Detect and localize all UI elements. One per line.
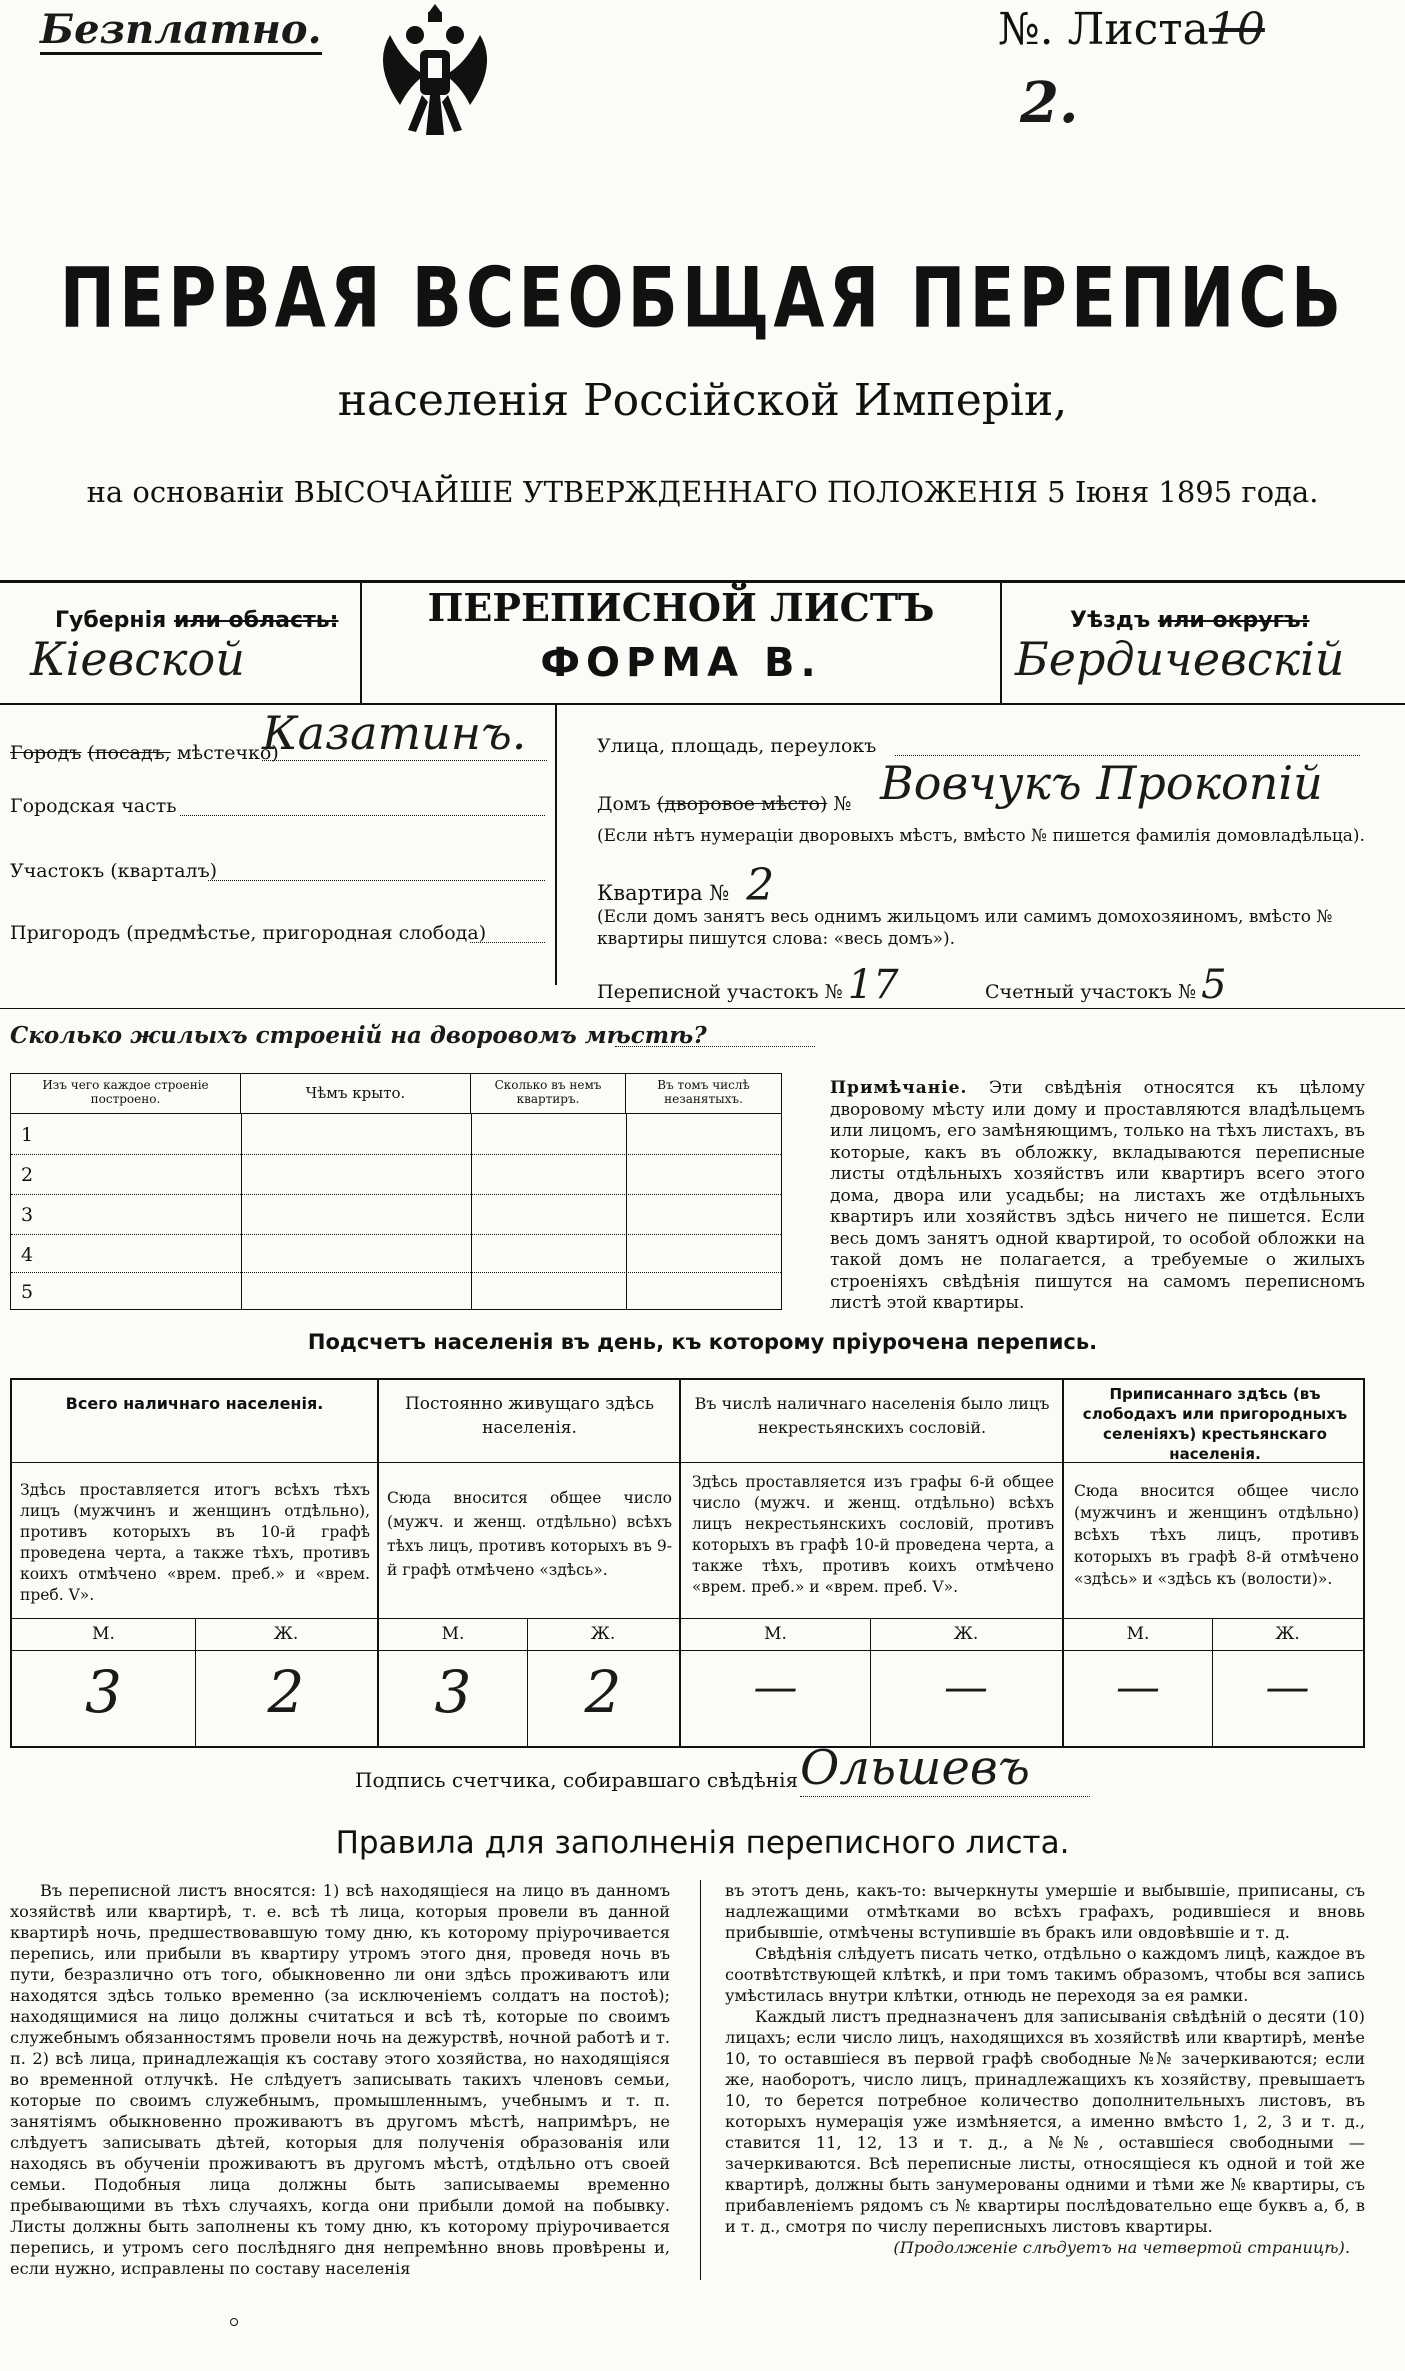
signature-label: Подпись счетчика, собиравшаго свѣдѣнія bbox=[355, 1768, 799, 1792]
kvartira-label: Квартира № bbox=[597, 881, 730, 905]
dom-note: (Если нѣтъ нумераціи дворовыхъ мѣстъ, вмѣсто № пишется фамилія домовладѣльца). bbox=[597, 826, 1365, 846]
buildings-col4: Въ томъ числѣ незанятыхъ. bbox=[626, 1074, 781, 1114]
divider bbox=[0, 580, 1405, 583]
note-heading: Примѣчаніе. bbox=[830, 1078, 968, 1098]
chast-label: Городская часть bbox=[10, 795, 177, 817]
basis-line: на основаніи ВЫСОЧАЙШЕ УТВЕРЖДЕННАГО ПОЛОЖЕНІЯ 5 Іюня 1895 года. bbox=[86, 475, 1319, 509]
row-number: 5 bbox=[21, 1281, 34, 1303]
gorod-struck: (посадъ, bbox=[87, 742, 171, 764]
divider bbox=[12, 1650, 1363, 1651]
zh-label: Ж. bbox=[1275, 1624, 1300, 1644]
divider bbox=[0, 703, 1405, 705]
count-heading: Подсчетъ населенія въ день, къ которому пріурочена перепись. bbox=[307, 1330, 1098, 1354]
count-col1-desc: Здѣсь проставляется итогъ всѣхъ тѣхъ лицъ (мужчинъ и женщинъ отдѣльно), противъ которыхъ въ 10-й графѣ проведена черта, а также тѣхъ, противъ коихъ отмѣчено «врем. преб.» и «врем. преб. V». bbox=[20, 1481, 370, 1604]
rules-left: Въ переписной листъ вносятся: 1) всѣ находящіеся на лицо въ данномъ хозяйствѣ или квартирѣ, т. е. всѣ тѣ лица, которыя провели въ данной квартирѣ ночь, предшествовавшую тому дню, къ которому пріурочивается перепись, или прибыли въ квартиру утромъ этого дня, проведя ночь въ пути, безразлично отъ того, обыкновенно ли они здѣсь проживаютъ или находятся здѣсь только временно (за исключеніемъ солдатъ на постоѣ); находящимися на лицо должны считаться и всѣ тѣ, которые по своимъ служебнымъ обязанностямъ провели ночь на дежурствѣ, ночной работѣ и т. п. 2) всѣ лица, принадлежащія къ составу этого хозяйства, но находящіяся во временной отлучкѣ. Не слѣдуетъ записывать такихъ членовъ семьи, которые по своимъ служебнымъ, промышленнымъ, учебнымъ и т. п. занятіямъ обыкновенно проживаютъ въ другомъ мѣстѣ, напримѣръ, не слѣдуетъ записывать дѣтей, которыя для полученія образованія или находясь въ обученіи проживаютъ въ другомъ мѣстѣ, отдѣльно отъ своей семьи. Подобныя лица должны быть записываемы временно пребывающими въ тѣхъ случаяхъ, когда они прибыли домой на побывку. Листы должны быть заполнены къ тому дню, къ которому пріурочивается перепись, и утромъ сего послѣдняго дня непремѣнно вновь провѣрены и, если нужно, исправлены по составу населенія bbox=[10, 1881, 670, 2278]
schetnyi-field bbox=[985, 962, 1227, 1008]
count-col4-title: Приписаннаго здѣсь (въ слободахъ или пригородныхъ селеніяхъ) крестьянскаго населенія. bbox=[1082, 1385, 1348, 1463]
guberniya-value: Кіевской bbox=[30, 632, 245, 686]
row-divider bbox=[11, 1194, 781, 1195]
chast-line bbox=[180, 815, 545, 816]
row-number: 3 bbox=[21, 1204, 34, 1226]
row-number: 2 bbox=[21, 1164, 34, 1186]
note-text: Эти свѣдѣнія относятся къ цѣлому дворовому мѣсту или дому и проставляются владѣльцемъ или лицомъ, его замѣняющимъ, только на тѣхъ листахъ, въ которые, какъ въ обложку, вкладываются переписные листы отдѣльныхъ хозяйствъ или квартиръ всего этого дома, двора или усадьбы; на листахъ же отдѣльныхъ квартиръ или хозяйствъ здѣсь ничего не пишется. Если весь домъ занятъ одной квартирой, то особой обложки на такой домъ не полагается, а требуемые о жилыхъ строеніяхъ свѣдѣнія пишутся на самомъ переписномъ листѣ этой квартиры. bbox=[830, 1078, 1365, 1313]
dom-struck: (дворовое мѣсто) bbox=[656, 793, 828, 815]
sheet-number bbox=[998, 4, 1265, 55]
rules-right-p2: Свѣдѣнія слѣдуетъ писать четко, отдѣльно о каждомъ лицѣ, каждое въ соотвѣтствующей клѣткѣ, и при томъ такимъ образомъ, чтобы вся запись умѣстилась внутри клѣтки, отнюдь не переходя за ея рамки. bbox=[725, 1944, 1365, 2005]
uezd-struck: или округъ: bbox=[1157, 608, 1310, 633]
row-number: 4 bbox=[21, 1244, 34, 1266]
count-value: — bbox=[1265, 1662, 1310, 1713]
subtitle: населенія Россійской Имперіи, bbox=[337, 375, 1068, 426]
divider bbox=[626, 1114, 627, 1309]
dom-no: № bbox=[833, 793, 852, 815]
count-value: 2 bbox=[267, 1658, 305, 1726]
buildings-col2: Чѣмъ крыто. bbox=[241, 1074, 471, 1114]
count-col4-desc: Сюда вносится общее число (мужчинъ и женщинъ отдѣльно) всѣхъ тѣхъ лицъ, противъ которыхъ въ графѣ 8-й отмѣчено «здѣсь» и «здѣсь къ (волости)». bbox=[1074, 1482, 1359, 1588]
divider bbox=[12, 1618, 1363, 1619]
form-title: ПЕРЕПИСНОЙ ЛИСТЪ bbox=[427, 585, 935, 630]
m-label: М. bbox=[441, 1624, 465, 1644]
form-letter: ФОРМА В. bbox=[540, 640, 822, 686]
note-block bbox=[830, 1078, 1365, 1315]
count-col2-title: Постоянно живущаго здѣсь населенія. bbox=[404, 1394, 655, 1438]
zh-label: Ж. bbox=[590, 1624, 616, 1644]
gorod-rest: мѣстечко) bbox=[176, 742, 279, 764]
kvartira-field bbox=[597, 860, 774, 911]
ulitsa-label: Улица, площадь, переулокъ bbox=[597, 735, 877, 757]
prigorod-label: Пригородъ (предмѣстье, пригородная слобода) bbox=[10, 922, 487, 944]
divider bbox=[1000, 583, 1002, 703]
kvartira-note: (Если домъ занятъ весь однимъ жильцомъ или самимъ домохозяиномъ, вмѣсто № квартиры пишутся слова: «весь домъ»). bbox=[597, 907, 1333, 949]
uezd-label-text: Уѣздъ bbox=[1070, 608, 1151, 633]
buildings-col3: Сколько въ немъ квартиръ. bbox=[471, 1074, 626, 1114]
schetnyi-label: Счетный участокъ № bbox=[985, 981, 1196, 1003]
gorod-value: Казатинъ. bbox=[262, 706, 547, 761]
count-value: — bbox=[944, 1662, 988, 1713]
gorod-label: Городъ bbox=[10, 742, 82, 764]
coat-of-arms-icon bbox=[370, 0, 500, 150]
schetnyi-value: 5 bbox=[1201, 962, 1227, 1008]
perepisnoi-field bbox=[597, 962, 899, 1008]
count-table bbox=[10, 1378, 1365, 1748]
buildings-question-line bbox=[615, 1046, 815, 1047]
uezd-label bbox=[1070, 608, 1309, 633]
row-divider bbox=[11, 1272, 781, 1273]
uezd-value: Бердичевскій bbox=[1015, 632, 1345, 686]
m-label: М. bbox=[764, 1624, 787, 1644]
buildings-col1: Изъ чего каждое строеніе построено. bbox=[11, 1074, 241, 1114]
dom-label: Домъ bbox=[597, 793, 651, 815]
divider bbox=[555, 705, 557, 985]
free-label: Безплатно. bbox=[40, 6, 322, 53]
count-value: — bbox=[1116, 1662, 1160, 1713]
rules-heading: Правила для заполненія переписного листа. bbox=[335, 1825, 1070, 1861]
signature-value: Ольшевъ bbox=[800, 1740, 1090, 1797]
count-col3-title: Въ числѣ наличнаго населенія было лицъ некрестьянскихъ сословій. bbox=[694, 1394, 1050, 1437]
divider bbox=[0, 1008, 1405, 1009]
m-label: М. bbox=[1126, 1624, 1150, 1644]
dom-field bbox=[597, 793, 851, 815]
rules-right bbox=[725, 1880, 1365, 2258]
uchastok-label: Участокъ (кварталъ) bbox=[10, 860, 218, 882]
dom-value: Вовчукъ Прокопій bbox=[880, 756, 1323, 810]
rules-right-p3: Каждый листъ предназначенъ для записыванія свѣдѣній о десяти (10) лицахъ; если число лицъ, находящихся въ хозяйствѣ или квартирѣ, менѣе 10, то оставшіеся въ первой графѣ свободные №№ зачеркиваются; если же, наоборотъ, число лицъ, принадлежащихъ къ хозяйству, превышаетъ 10, то берется потребное количество дополнительныхъ листовъ, въ которыхъ нумерація уже измѣняется, а именно вмѣсто 1, 2, 3 и т. д., ставится 11, 12, 13 и т. д., а №№, оставшіеся свободными — зачеркиваются. Всѣ переписные листы, относящіеся къ одной и той же квартирѣ, должны быть занумерованы одними и тѣми же № квартиры, съ прибавленіемъ рядомъ съ № квартиры послѣдовательно еще буквъ а, б, в и т. д., смотря по числу переписныхъ листовъ квартиры. bbox=[725, 2007, 1365, 2236]
m-label: М. bbox=[92, 1624, 115, 1644]
perepisnoi-label: Переписной участокъ № bbox=[597, 981, 843, 1003]
guberniya-label bbox=[55, 608, 338, 633]
sheet-number-struck: 10 bbox=[1208, 4, 1265, 55]
count-value: — bbox=[753, 1662, 798, 1713]
uchastok-line bbox=[208, 880, 545, 881]
buildings-table bbox=[10, 1073, 782, 1310]
row-divider bbox=[11, 1154, 781, 1155]
kvartira-value: 2 bbox=[746, 860, 775, 911]
sheet-number-label: №. Листа bbox=[998, 4, 1209, 55]
guberniya-label-text: Губернія bbox=[55, 608, 167, 633]
zh-label: Ж. bbox=[953, 1624, 979, 1644]
buildings-question: Сколько жилыхъ строеній на дворовомъ мѣстѣ? bbox=[10, 1022, 707, 1049]
prigorod-line bbox=[470, 942, 545, 943]
rules-right-p1: въ этотъ день, какъ-то: вычеркнуты умершіе и выбывшіе, приписаны, съ надлежащими отмѣтками во всѣхъ графахъ, родившіеся и вновь прибывшіе, отмѣчены вступившіе въ бракъ или овдовѣвшіе и т. д. bbox=[725, 1881, 1365, 1942]
divider bbox=[241, 1114, 242, 1309]
zh-label: Ж. bbox=[273, 1624, 299, 1644]
guberniya-struck: или область: bbox=[173, 608, 339, 633]
count-col2-desc: Сюда вносится общее число (мужч. и женщ. отдѣльно) всѣхъ тѣхъ лицъ, противъ которыхъ въ 9-й графѣ отмѣчено «здѣсь». bbox=[387, 1489, 672, 1579]
count-value: 3 bbox=[434, 1658, 472, 1726]
count-col1-title: Всего наличнаго населенія. bbox=[65, 1394, 324, 1413]
divider bbox=[700, 1880, 701, 2280]
count-col3-desc: Здѣсь проставляется изъ графы 6-й общее число (мужч. и женщ. отдѣльно) всѣхъ лицъ некрестьянскихъ сословій, противъ которыхъ въ графѣ 10-й проведена черта, а также тѣхъ, противъ коихъ отмѣчено «врем. преб.» и «врем. преб. V». bbox=[692, 1473, 1054, 1596]
row-divider bbox=[11, 1234, 781, 1235]
page-mark bbox=[230, 2318, 238, 2326]
count-value: 3 bbox=[85, 1658, 122, 1726]
sheet-number-value: 2. bbox=[1020, 70, 1079, 136]
main-title: ПЕРВАЯ ВСЕОБЩАЯ ПЕРЕПИСЬ bbox=[59, 250, 1346, 347]
rules-continued: (Продолженіе слѣдуетъ на четвертой страницѣ). bbox=[893, 2238, 1350, 2257]
gorod-field bbox=[10, 742, 279, 764]
divider bbox=[471, 1114, 472, 1309]
row-number: 1 bbox=[21, 1124, 34, 1146]
count-value: 2 bbox=[584, 1658, 622, 1726]
perepisnoi-value: 17 bbox=[847, 962, 899, 1008]
